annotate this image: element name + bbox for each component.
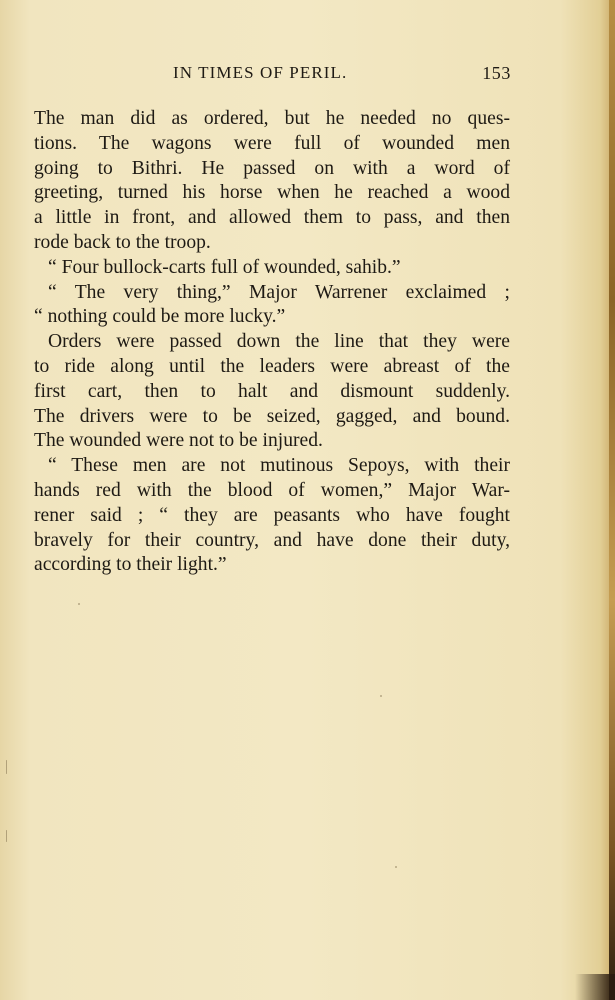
running-head: IN TIMES OF PERIL. (173, 63, 348, 82)
paper-speck (6, 830, 7, 842)
page-number: 153 (482, 63, 511, 83)
text-line: The wounded were not to be injured. (34, 430, 323, 452)
text-line: Orders were passed down the line that they were (48, 331, 510, 353)
page-header (173, 63, 511, 87)
text-line: “ Four bullock-carts full of wounded, sahib.” (48, 256, 401, 278)
text-line: first cart, then to halt and dismount suddenly. (34, 380, 510, 402)
text-line: “ The very thing,” Major Warrener exclaimed ; (48, 281, 510, 303)
text-line: The drivers were to be seized, gagged, and bound. (34, 405, 510, 427)
page-edge (609, 0, 615, 1000)
text-line: greeting, turned his horse when he reached a wood (34, 182, 510, 204)
paper-speck (6, 760, 7, 774)
page-corner-shadow (575, 974, 615, 1000)
text-line: to ride along until the leaders were abreast of the (34, 355, 510, 377)
body-text (34, 107, 510, 578)
text-line: a little in front, and allowed them to pass, and then (34, 207, 510, 229)
text-line: going to Bithri. He passed on with a word of (34, 157, 510, 179)
text-line: rode back to the troop. (34, 231, 211, 253)
text-line: “ These men are not mutinous Sepoys, with their (48, 455, 510, 477)
text-line: rener said ; “ they are peasants who have fought (34, 504, 510, 526)
text-line: according to their light.” (34, 554, 227, 576)
text-line: tions. The wagons were full of wounded men (34, 132, 510, 154)
paper-speck (380, 695, 382, 697)
text-line: The man did as ordered, but he needed no ques- (34, 108, 510, 129)
paper-speck (395, 866, 397, 868)
text-line: “ nothing could be more lucky.” (34, 306, 286, 328)
text-line: bravely for their country, and have done their duty, (34, 529, 510, 551)
text-line: hands red with the blood of women,” Major War- (34, 479, 510, 501)
paper-speck (78, 603, 80, 605)
